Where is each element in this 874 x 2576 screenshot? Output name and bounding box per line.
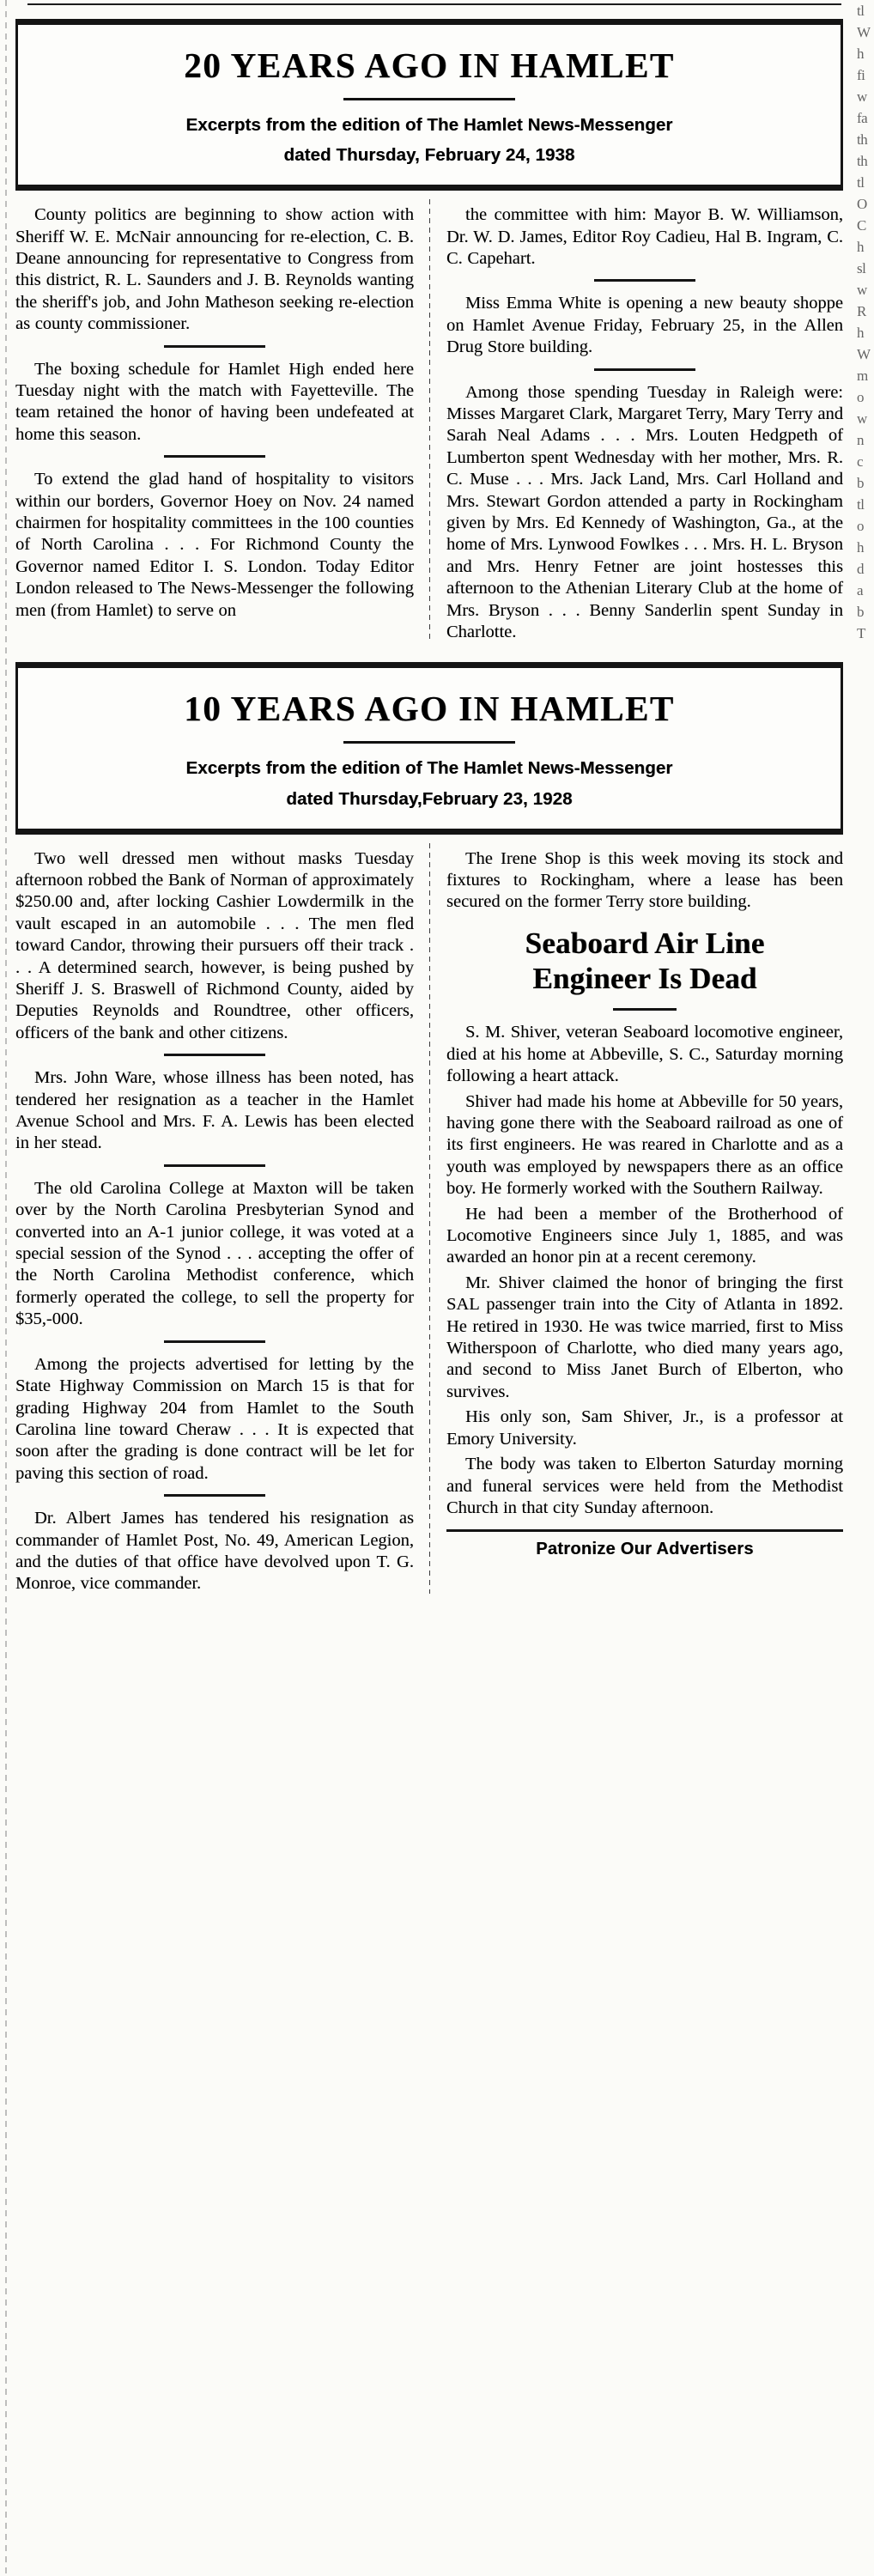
sliver-line: tl (857, 496, 865, 513)
paragraph-separator (164, 1054, 265, 1056)
sliver-line: W (857, 346, 871, 362)
sliver-line: a (857, 582, 864, 598)
paragraph-separator (594, 279, 695, 282)
article-paragraph: The Irene Shop is this week moving its stock and fixtures to Rockingham, where a lease has been secured on the former Terry store building. (446, 848, 843, 912)
article-paragraph: Among the projects advertised for letting by the State Highway Commission on March 15 is that for grading Highway 204 from Hamlet to the South Carolina line toward Cheraw . . . It is expected that soon after the grading is done contract will be let for paving this section of road. (15, 1354, 414, 1483)
article-paragraph: The body was taken to Elberton Saturday morning and funeral services were held from the Methodist Church in that city Sunday afternoon. (446, 1455, 843, 1517)
masthead-subtitle-line2: dated Thursday, February 24, 1938 (283, 145, 575, 166)
paragraph-separator (594, 368, 695, 371)
article-paragraph: Two well dressed men without masks Tuesday afternoon robbed the Bank of Norman of approximately $250.00 and, after locking Cashier Lowdermilk in the vault escaped in an automobile . . . The men fled toward Candor, throwing their pursuers off their track . . . A determined search, however, is being pushed by Sheriff J. S. Braswell of Richmond County, aided by Deputies Reynolds and Roundtree, other officers, officers of the bank and other citizens. (15, 848, 414, 1042)
sliver-line: sl (857, 260, 866, 276)
sliver-line: O (857, 196, 867, 212)
sliver-line: d (857, 561, 864, 577)
sliver-line: th (857, 153, 868, 169)
masthead-subtitle-10-years (33, 756, 825, 813)
article-paragraph: To extend the glad hand of hospitality to visitors within our borders, Governor Hoey on Nov. 24 named chairmen for hospitality committees in the 100 counties of North Carolina . . . For Richmond County the Governor named Editor I. S. London. Today Editor London released to The News-Messenger the following men (from Hamlet) to serve on (15, 470, 414, 620)
masthead-divider (343, 98, 515, 100)
masthead-20-years (15, 19, 843, 191)
masthead-subtitle-line1: Excerpts from the edition of The Hamlet News-Messenger (185, 114, 673, 135)
sliver-line: fi (857, 67, 865, 83)
article-paragraph: Miss Emma White is opening a new beauty shoppe on Hamlet Avenue Friday, February 25, in the Allen Drug Store building. (446, 294, 843, 357)
article-paragraph: Dr. Albert James has tendered his resignation as commander of Hamlet Post, No. 49, American Legion, and the duties of that office have devolved upon T. G. Monroe, vice commander. (15, 1509, 414, 1594)
masthead-subtitle-line1: Excerpts from the edition of The Hamlet News-Messenger (185, 758, 673, 779)
article-paragraph: His only son, Sam Shiver, Jr., is a professor at Emory University. (446, 1407, 843, 1449)
masthead-10-years (15, 662, 843, 834)
sliver-line: h (857, 239, 864, 255)
sliver-line: c (857, 453, 864, 470)
sliver-line: C (857, 217, 866, 234)
footer-rule (446, 1529, 843, 1532)
sliver-line: fa (857, 110, 868, 126)
sliver-line: tl (857, 3, 865, 19)
sliver-line: th (857, 131, 868, 148)
section-10-years-left-column (15, 848, 429, 1599)
headline-line2: Engineer Is Dead (532, 962, 757, 996)
article-paragraph: S. M. Shiver, veteran Seaboard locomotive engineer, died at his home at Abbeville, S. C., Saturday morning following a heart attack. (446, 1023, 843, 1086)
article-paragraph: the committee with him: Mayor B. W. Williamson, Dr. W. D. James, Editor Roy Cadieu, Hal B. Ingram, C. C. Capehart. (446, 205, 843, 268)
article-paragraph: The old Carolina College at Maxton will be taken over by the North Carolina Presbyterian Synod and converted into an A-1 junior college, it was voted at a special session of the Synod . . . accepting the offer of the North Carolina Methodist conference, which formerly operated the college, to sell the property for $35,-000. (15, 1178, 414, 1329)
paragraph-separator (164, 1340, 265, 1343)
headline-seaboard-engineer-dead (446, 926, 843, 997)
sliver-line: w (857, 410, 867, 427)
paragraph-separator (164, 455, 265, 458)
headline-rule (613, 1008, 677, 1011)
article-paragraph: Among those spending Tuesday in Raleigh were: Misses Margaret Clark, Margaret Terry, Mary Terry and Sarah Neal Adams . . . Mrs. Louten Hedgpeth of Lumberton spent Wednesday with her mother, Mrs. R. C. Muse . . . Mrs. Jack Land, Mrs. Carl Holland and Mrs. Stewart Gordon attended a party in Rockingham given by Mrs. Ed Kennedy of Washington, Ga., at the home of Mrs. Lynwood Fowlkes . . . Mrs. H. L. Bryson and Mrs. Henry Fetner are joint hostesses this afternoon to the Athenian Literary Club at the home of Mrs. Bryson . . . Benny Sanderlin spent Sunday in Charlotte. (446, 382, 843, 642)
article-paragraph: Mr. Shiver claimed the honor of bringing the first SAL passenger train into the City of Atlanta in 1892. He retired in 1930. He was twice married, first to Miss Witherspoon of Charlotte, who died many years ago, and second to Miss Janet Burch of Elberton, who survives. (446, 1273, 843, 1401)
section-10-years-right-column (429, 848, 843, 1599)
column-separator (429, 199, 430, 641)
sliver-line: o (857, 389, 864, 405)
sliver-line: h (857, 539, 864, 556)
sliver-line: h (857, 46, 864, 62)
section-20-years-left-column (15, 204, 429, 647)
masthead-divider (343, 741, 515, 744)
article-paragraph: He had been a member of the Brotherhood of Locomotive Engineers since July 1, 1885, and was awarded an honor pin at a recent ceremony. (446, 1204, 843, 1267)
sliver-line: h (857, 325, 864, 341)
sliver-line: w (857, 282, 867, 298)
adjacent-column-sliver (855, 0, 874, 2576)
paragraph-separator (164, 345, 265, 348)
article-paragraph: The boxing schedule for Hamlet High ended here Tuesday night with the match with Fayetteville. The team retained the honor of having been undefeated at home this season. (15, 359, 414, 444)
paragraph-separator (164, 1164, 265, 1167)
section-title-10-years: 10 YEARS AGO IN HAMLET (184, 689, 675, 729)
article-paragraph: Mrs. John Ware, whose illness has been noted, has tendered her resignation as a teacher in the Hamlet Avenue School and Mrs. F. A. Lewis has been elected in her stead. (15, 1068, 414, 1153)
section-title-20-years: 20 YEARS AGO IN HAMLET (184, 46, 675, 85)
article-paragraph: County politics are beginning to show action with Sheriff W. E. McNair announcing for re-election, C. B. Deane announcing for representative to Congress from this district, R. L. Saunders and J. B. Reynolds wanting the sheriff's job, and John Matheson seeking re-election as county commissioner. (15, 205, 414, 334)
sliver-line: o (857, 518, 864, 534)
sliver-line: W (857, 24, 871, 40)
article-paragraph: Shiver had made his home at Abbeville for 50 years, having gone there with the Seaboard railroad as one of its first engineers. He was reared in Charlotte and as a youth was employed by newspapers there as an office boy. He formerly worked with the Southern Railway. (446, 1091, 843, 1199)
masthead-subtitle-line2: dated Thursday,February 23, 1928 (286, 788, 573, 809)
column-separator (429, 843, 430, 1594)
section-10-years-columns (15, 835, 843, 1599)
sliver-line: tl (857, 174, 865, 191)
top-bleed-rule (12, 0, 847, 12)
sliver-line: m (857, 368, 868, 384)
sliver-line: T (857, 625, 865, 641)
sliver-line: w (857, 88, 867, 105)
patronize-advertisers-tagline: Patronize Our Advertisers (536, 1540, 754, 1559)
page-left-column-rule (5, 0, 7, 2576)
section-spacer (12, 647, 847, 655)
sliver-line: R (857, 303, 866, 319)
masthead-subtitle-20-years (33, 112, 825, 170)
section-20-years-columns (15, 191, 843, 647)
sliver-line: n (857, 432, 864, 448)
sliver-line: b (857, 604, 864, 620)
sliver-line: b (857, 475, 864, 491)
headline-line1: Seaboard Air Line (525, 926, 765, 960)
paragraph-separator (164, 1494, 265, 1497)
section-20-years-right-column (429, 204, 843, 647)
